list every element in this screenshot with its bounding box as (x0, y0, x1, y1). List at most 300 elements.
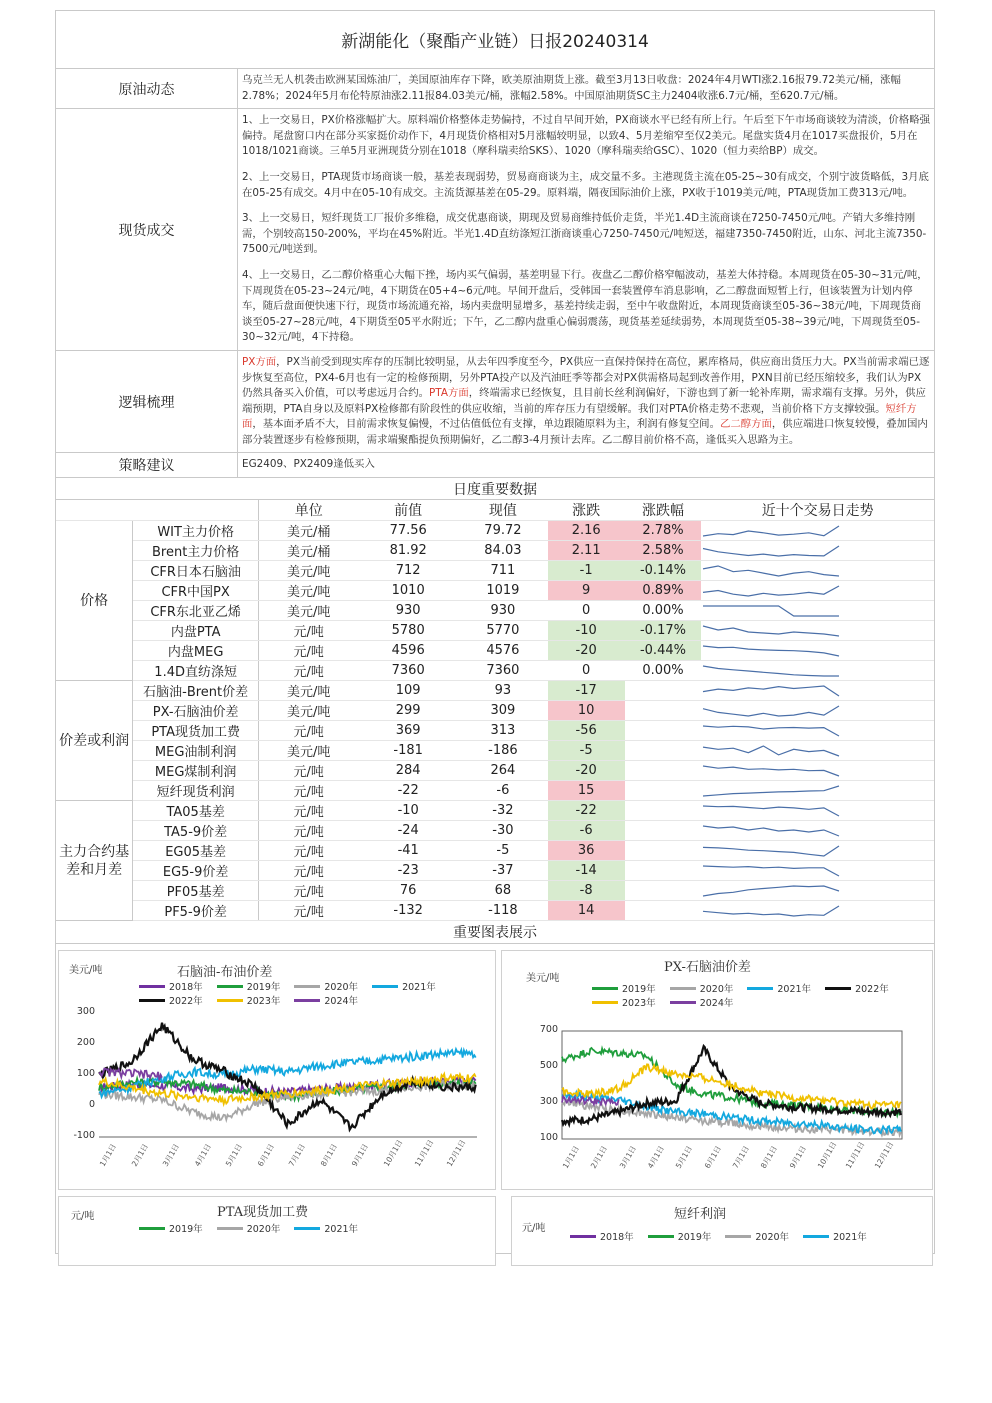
table-row (56, 721, 934, 741)
section-row (56, 351, 934, 454)
chart-unit-label: 元/吨 (522, 1223, 546, 1235)
cell-unit: 美元/吨 (259, 561, 359, 581)
y-tick-label: 300 (76, 1006, 95, 1018)
cell-prev: 109 (358, 681, 458, 701)
table-row (56, 741, 934, 761)
sparkline-path (703, 606, 839, 616)
report-title: 新湖能化（聚酯产业链）日报20240314 (56, 11, 934, 69)
group-label: 价差或利润 (56, 681, 133, 801)
group-label: 价格 (56, 521, 133, 681)
legend-swatch (670, 987, 696, 990)
cell-pct (625, 841, 702, 861)
x-tick-label: 5月1日 (674, 1144, 695, 1171)
cell-name: 石脑油-Brent价差 (133, 681, 259, 701)
cell-unit: 元/吨 (259, 881, 359, 901)
section-label: 逻辑梳理 (56, 351, 238, 453)
cell-trend (701, 801, 934, 821)
cell-pct: 0.89% (625, 581, 702, 601)
sparkline-path (703, 866, 839, 876)
cell-prev: 4596 (358, 641, 458, 661)
chart-naphtha-brent (58, 950, 496, 1190)
cell-chg: -5 (548, 741, 625, 761)
chart-legend (139, 979, 459, 1007)
cell-pct: 0.00% (625, 601, 702, 621)
paragraph-text: 3、上一交易日，短纤现货工厂报价多维稳，成交优惠商谈，期现及贸易商维持低价走货，半光1.4D主流商谈在7250-7450元/吨。产销大多维持刚需，个别较高150-200%，平均在45%附近。半光1.4D直纺涤短江浙商谈重心7250-7450元/吨短送，福建7350-7450附近，山东、河北主流7350-7500元/吨送到。 (242, 212, 927, 256)
chart-px-naphtha (501, 950, 933, 1190)
section-content (238, 109, 934, 350)
cell-trend (701, 581, 934, 601)
cell-chg: -22 (548, 801, 625, 821)
section-row (56, 453, 934, 478)
sparkline (701, 762, 841, 780)
cell-chg: 15 (548, 781, 625, 801)
sparkline-path (703, 686, 839, 696)
legend-label: 2019年 (169, 1224, 203, 1236)
legend-swatch (570, 1235, 596, 1238)
table-row (56, 521, 934, 541)
cell-name: PX-石脑油价差 (133, 701, 259, 721)
sparkline-path (703, 706, 839, 716)
series-line (562, 1064, 901, 1108)
legend-swatch (139, 1227, 165, 1230)
legend-label: 2020年 (755, 1232, 790, 1244)
cell-cur: -186 (458, 741, 548, 761)
cell-cur: 313 (458, 721, 548, 741)
header-chg: 涨跌 (548, 500, 625, 521)
cell-name: PF05基差 (133, 881, 259, 901)
section-paragraph (242, 268, 930, 346)
legend-item (217, 993, 281, 1007)
sparkline (701, 582, 841, 600)
legend-swatch (825, 987, 851, 990)
cell-chg: -17 (548, 681, 625, 701)
sparkline (701, 902, 841, 920)
legend-item (670, 995, 734, 1009)
sparkline (701, 842, 841, 860)
legend-item (592, 981, 656, 995)
legend-swatch (592, 1001, 618, 1004)
table-row (56, 781, 934, 801)
table-row (56, 861, 934, 881)
legend-label: 2024年 (324, 996, 359, 1008)
cell-pct (625, 901, 702, 921)
cell-prev: -23 (358, 861, 458, 881)
section-label: 策略建议 (56, 453, 238, 477)
cell-prev: 284 (358, 761, 458, 781)
cell-cur: 264 (458, 761, 548, 781)
sparkline (701, 882, 841, 900)
cell-chg: 36 (548, 841, 625, 861)
sparkline (701, 782, 841, 800)
charts-area (56, 943, 934, 1253)
cell-trend (701, 901, 934, 921)
legend-item (139, 979, 203, 993)
series-line (99, 1049, 476, 1097)
legend-label: 2020年 (324, 982, 359, 994)
section-paragraph (242, 73, 930, 104)
series-line (562, 1048, 901, 1116)
cell-trend (701, 541, 934, 561)
chart-title: PTA现货加工费 (217, 1205, 309, 1221)
legend-item (139, 1221, 203, 1235)
series-line (99, 1078, 476, 1096)
cell-name: 短纤现货利润 (133, 781, 259, 801)
cell-chg: 14 (548, 901, 625, 921)
legend-swatch (294, 985, 320, 988)
x-tick-label: 2月1日 (129, 1142, 150, 1169)
cell-pct (625, 821, 702, 841)
x-tick-label: 1月1日 (560, 1144, 581, 1171)
x-tick-label: 5月1日 (223, 1142, 244, 1169)
x-tick-label: 10月1日 (815, 1140, 839, 1171)
cell-trend (701, 521, 934, 541)
legend-label: 2019年 (246, 982, 281, 994)
daily-data-heading: 日度重要数据 (56, 478, 934, 500)
sparkline (701, 702, 841, 720)
legend-swatch (217, 1227, 243, 1230)
section-row (56, 69, 934, 109)
x-tick-label: 4月1日 (192, 1142, 213, 1169)
cell-prev: 5780 (358, 621, 458, 641)
cell-chg: 2.11 (548, 541, 625, 561)
cell-name: MEG煤制利润 (133, 761, 259, 781)
y-tick-label: 200 (76, 1037, 95, 1049)
cell-pct (625, 861, 702, 881)
y-tick-label: 700 (539, 1024, 558, 1036)
cell-cur: 5770 (458, 621, 548, 641)
highlight-heading: 乙二醇方面 (719, 418, 772, 431)
cell-prev: 369 (358, 721, 458, 741)
cell-prev: 7360 (358, 661, 458, 681)
cell-trend (701, 621, 934, 641)
legend-label: 2020年 (246, 1224, 281, 1236)
table-row (56, 901, 934, 921)
report-sections (56, 69, 934, 478)
table-row (56, 661, 934, 681)
x-tick-label: 6月1日 (702, 1144, 723, 1171)
legend-label: 2019年 (677, 1232, 712, 1244)
highlight-heading: 短纤方面 (242, 402, 917, 431)
x-tick-label: 8月1日 (318, 1142, 339, 1169)
cell-pct: 2.58% (625, 541, 702, 561)
cell-pct (625, 881, 702, 901)
cell-chg: -14 (548, 861, 625, 881)
section-row (56, 109, 934, 351)
legend-label: 2018年 (600, 1232, 634, 1244)
chart-unit-label: 美元/吨 (526, 973, 560, 985)
cell-pct (625, 701, 702, 721)
x-tick-label: 9月1日 (349, 1142, 370, 1169)
cell-unit: 美元/吨 (259, 701, 359, 721)
cell-cur: -37 (458, 861, 548, 881)
sparkline-path (703, 806, 839, 816)
cell-chg: 10 (548, 701, 625, 721)
cell-unit: 元/吨 (259, 661, 359, 681)
legend-swatch (648, 1235, 674, 1238)
sparkline-path (703, 526, 839, 536)
chart-legend (592, 981, 912, 1009)
chart-psf-profit (511, 1196, 933, 1266)
cell-unit: 元/吨 (259, 721, 359, 741)
cell-trend (701, 601, 934, 621)
legend-item (570, 1229, 634, 1243)
legend-item (217, 1221, 281, 1235)
legend-item (139, 993, 203, 1007)
cell-unit: 元/吨 (259, 641, 359, 661)
legend-item (825, 981, 889, 995)
table-row (56, 821, 934, 841)
legend-label: 2018年 (169, 982, 203, 994)
paragraph-text: 4、上一交易日，乙二醇价格重心大幅下挫，场内买气偏弱，基差明显下行。夜盘乙二醇价格窄幅波动，基差大体持稳。本周现货在05-30~31元/吨，下周现货在05-23~24元/吨，4下期货在05+4~6元/吨。早间开盘后，受韩国一套装置停车消息影响，乙二醇盘面短暂上行，但该装置为计划内停车，随后盘面便快速下行，现货市场流通充裕，场内卖盘明显增多，基差持续走弱，至中午收盘附近，本周现货商谈至05-36~38元/吨，下周现货商谈至05-27~28元/吨，4下期货至05平水附近；下午，乙二醇内盘重心偏弱震荡，现货基差延续弱势，本周现货至05-38~39元/吨，下周现货至05-30~32元/吨，4下持稳。 (242, 268, 928, 344)
cell-chg: -20 (548, 641, 625, 661)
x-tick-label: 9月1日 (787, 1144, 808, 1171)
cell-unit: 元/吨 (259, 801, 359, 821)
sparkline (701, 722, 841, 740)
x-tick-label: 8月1日 (759, 1144, 780, 1171)
cell-cur: -118 (458, 901, 548, 921)
sparkline-path (703, 546, 839, 556)
cell-unit: 元/吨 (259, 781, 359, 801)
cell-cur: 309 (458, 701, 548, 721)
sparkline (701, 862, 841, 880)
cell-cur: 711 (458, 561, 548, 581)
sparkline-path (703, 646, 839, 656)
cell-pct: -0.14% (625, 561, 702, 581)
cell-trend (701, 641, 934, 661)
cell-pct (625, 761, 702, 781)
legend-label: 2021年 (324, 1224, 359, 1236)
sparkline (701, 602, 841, 620)
cell-trend (701, 881, 934, 901)
cell-trend (701, 821, 934, 841)
sparkline (701, 802, 841, 820)
cell-prev: -132 (358, 901, 458, 921)
cell-cur: 79.72 (458, 521, 548, 541)
cell-chg: 9 (548, 581, 625, 601)
series-line (99, 1081, 476, 1120)
header-cur: 现值 (458, 500, 548, 521)
cell-name: 内盘PTA (133, 621, 259, 641)
cell-unit: 美元/吨 (259, 741, 359, 761)
section-paragraph (242, 113, 930, 160)
legend-swatch (725, 1235, 751, 1238)
legend-label: 2022年 (169, 996, 203, 1008)
legend-item (648, 1229, 712, 1243)
cell-chg: -1 (548, 561, 625, 581)
cell-unit: 元/吨 (259, 861, 359, 881)
cell-pct: -0.17% (625, 621, 702, 641)
section-paragraph (242, 170, 930, 201)
header-pct: 涨跌幅 (625, 500, 702, 521)
x-tick-label: 11月1日 (412, 1138, 436, 1169)
table-row (56, 541, 934, 561)
cell-name: PTA现货加工费 (133, 721, 259, 741)
legend-swatch (294, 1227, 320, 1230)
section-label: 原油动态 (56, 69, 238, 108)
cell-chg: 2.16 (548, 521, 625, 541)
legend-item (670, 981, 734, 995)
paragraph-text: 2、上一交易日，PTA现货市场商谈一般，基差表现弱势，贸易商商谈为主，成交量不多。主港现货主流在05-25~30有成交，个别宁波货略低，3月底在05-25有成交。4月中在05-10有成交。主流货源基差在05-29。原料端，隔夜国际油价上涨，PX收于1019美元/吨，PTA现货加工费313元/吨。 (242, 170, 929, 199)
series-line (99, 1069, 162, 1081)
cell-unit: 元/吨 (259, 841, 359, 861)
section-paragraph (242, 355, 930, 449)
cell-name: TA5-9价差 (133, 821, 259, 841)
report-frame (55, 10, 935, 1254)
cell-name: 内盘MEG (133, 641, 259, 661)
series-line (99, 1023, 476, 1130)
header-prev: 前值 (358, 500, 458, 521)
table-row (56, 761, 934, 781)
series-line (562, 1096, 619, 1105)
cell-trend (701, 661, 934, 681)
cell-cur: 4576 (458, 641, 548, 661)
table-row (56, 621, 934, 641)
legend-swatch (139, 999, 165, 1002)
cell-chg: 0 (548, 601, 625, 621)
chart-title: PX-石脑油价差 (664, 960, 751, 976)
y-tick-label: 0 (88, 1099, 95, 1111)
cell-pct (625, 721, 702, 741)
x-tick-label: 3月1日 (617, 1144, 638, 1171)
cell-cur: 930 (458, 601, 548, 621)
cell-trend (701, 721, 934, 741)
x-tick-label: 12月1日 (444, 1138, 467, 1169)
legend-label: 2021年 (777, 984, 812, 996)
sparkline (701, 742, 841, 760)
chart-unit-label: 元/吨 (71, 1211, 95, 1223)
cell-chg: -6 (548, 821, 625, 841)
table-row (56, 561, 934, 581)
series-line (562, 1093, 901, 1134)
legend-swatch (372, 985, 398, 988)
cell-pct (625, 741, 702, 761)
legend-item (294, 1221, 358, 1235)
cell-pct: 0.00% (625, 661, 702, 681)
sparkline-path (703, 626, 839, 636)
x-tick-label: 1月1日 (97, 1142, 118, 1169)
section-paragraph (242, 211, 930, 258)
cell-prev: 77.56 (358, 521, 458, 541)
sparkline (701, 682, 841, 700)
cell-cur: -5 (458, 841, 548, 861)
table-row (56, 801, 934, 821)
x-tick-label: 7月1日 (286, 1142, 307, 1169)
sparkline-path (703, 786, 839, 796)
cell-unit: 元/吨 (259, 621, 359, 641)
cell-name: CFR日本石脑油 (133, 561, 259, 581)
table-row (56, 681, 934, 701)
cell-pct (625, 781, 702, 801)
sparkline (701, 642, 841, 660)
cell-name: WIT主力价格 (133, 521, 259, 541)
cell-unit: 元/吨 (259, 761, 359, 781)
legend-item (747, 981, 811, 995)
cell-unit: 美元/吨 (259, 601, 359, 621)
charts-heading: 重要图表展示 (453, 925, 537, 942)
chart-legend (139, 1221, 479, 1235)
legend-label: 2020年 (699, 984, 734, 996)
sparkline (701, 662, 841, 680)
legend-swatch (803, 1235, 829, 1238)
legend-swatch (217, 985, 243, 988)
daily-data-table (56, 500, 934, 921)
series-line (99, 1074, 476, 1104)
legend-item (294, 993, 358, 1007)
chart-pta-fee (58, 1196, 496, 1266)
series-line (562, 1046, 901, 1124)
legend-label: 2021年 (833, 1232, 867, 1244)
cell-prev: 299 (358, 701, 458, 721)
x-tick-label: 7月1日 (730, 1144, 751, 1171)
legend-swatch (139, 985, 165, 988)
header-unit: 单位 (259, 500, 359, 521)
y-tick-label: 300 (539, 1096, 558, 1108)
cell-unit: 美元/吨 (259, 581, 359, 601)
series-line (562, 1100, 901, 1135)
sparkline (701, 542, 841, 560)
sparkline (701, 622, 841, 640)
daily-data-header-row (56, 500, 934, 521)
cell-trend (701, 761, 934, 781)
cell-trend (701, 681, 934, 701)
legend-swatch (747, 987, 773, 990)
cell-unit: 元/吨 (259, 901, 359, 921)
table-row (56, 581, 934, 601)
sparkline-path (703, 846, 839, 856)
paragraph-text: ，PX当前受到现实库存的压制比较明显，从去年四季度至今，PX供应一直保持保持在高位，累库格局，供应商出货压力大。PX当前需求端已逐步恢复至高位，PX4-6月也有一定的检修预期，另外PTA投产以及汽油旺季等都会对PX供需格局起到改善作用，PXN目前已经压缩较多，我们认为PX仍然具备买入价值，可以考虑远月合约。 (242, 355, 930, 400)
cell-cur: -6 (458, 781, 548, 801)
y-tick-label: -100 (73, 1130, 95, 1142)
cell-prev: 1010 (358, 581, 458, 601)
legend-item (294, 979, 358, 993)
cell-trend (701, 781, 934, 801)
y-tick-label: 100 (76, 1068, 95, 1080)
cell-unit: 美元/吨 (259, 681, 359, 701)
group-label: 主力合约基差和月差 (56, 801, 133, 921)
legend-item (803, 1229, 867, 1243)
section-label: 现货成交 (56, 109, 238, 350)
paragraph-text: 1、上一交易日，PX价格涨幅扩大。原料端价格整体走势偏持，不过自早间开始，PX商谈水平已经有所上行。午后至下午市场商谈较为清淡，价格略强偏持。尾盘窗口内在部分买家挺价动作下，4月现货价格相对5月涨幅较明显，以致4、5月差缩窄至仅2美元。尾盘实货4月在1017买盘报价，5月在1018/1021商谈。三单5月亚洲现货分别在1018（摩科瑞卖给SKS）、1020（摩科瑞卖给GSC）、1020（恒力卖给BP）成交。 (242, 114, 930, 158)
cell-pct: 2.78% (625, 521, 702, 541)
legend-item (592, 995, 656, 1009)
y-tick-label: 500 (539, 1060, 558, 1072)
chart-title: 石脑油-布油价差 (177, 965, 273, 981)
y-tick-label: 100 (539, 1132, 558, 1144)
cell-name: 1.4D直纺涤短 (133, 661, 259, 681)
cell-prev: -181 (358, 741, 458, 761)
sparkline-path (703, 566, 839, 576)
sparkline-path (703, 826, 839, 836)
table-row (56, 841, 934, 861)
sparkline (701, 562, 841, 580)
legend-label: 2021年 (402, 982, 436, 994)
x-tick-label: 6月1日 (255, 1142, 276, 1169)
sparkline-path (703, 586, 839, 596)
sparkline-path (703, 746, 839, 756)
cell-unit: 美元/桶 (259, 521, 359, 541)
cell-chg: -10 (548, 621, 625, 641)
cell-cur: -30 (458, 821, 548, 841)
section-content (238, 453, 934, 477)
sparkline-path (703, 666, 839, 676)
cell-name: PF5-9价差 (133, 901, 259, 921)
cell-prev: 712 (358, 561, 458, 581)
legend-swatch (592, 987, 618, 990)
section-content (238, 69, 934, 108)
cell-pct (625, 681, 702, 701)
cell-name: TA05基差 (133, 801, 259, 821)
cell-cur: 7360 (458, 661, 548, 681)
